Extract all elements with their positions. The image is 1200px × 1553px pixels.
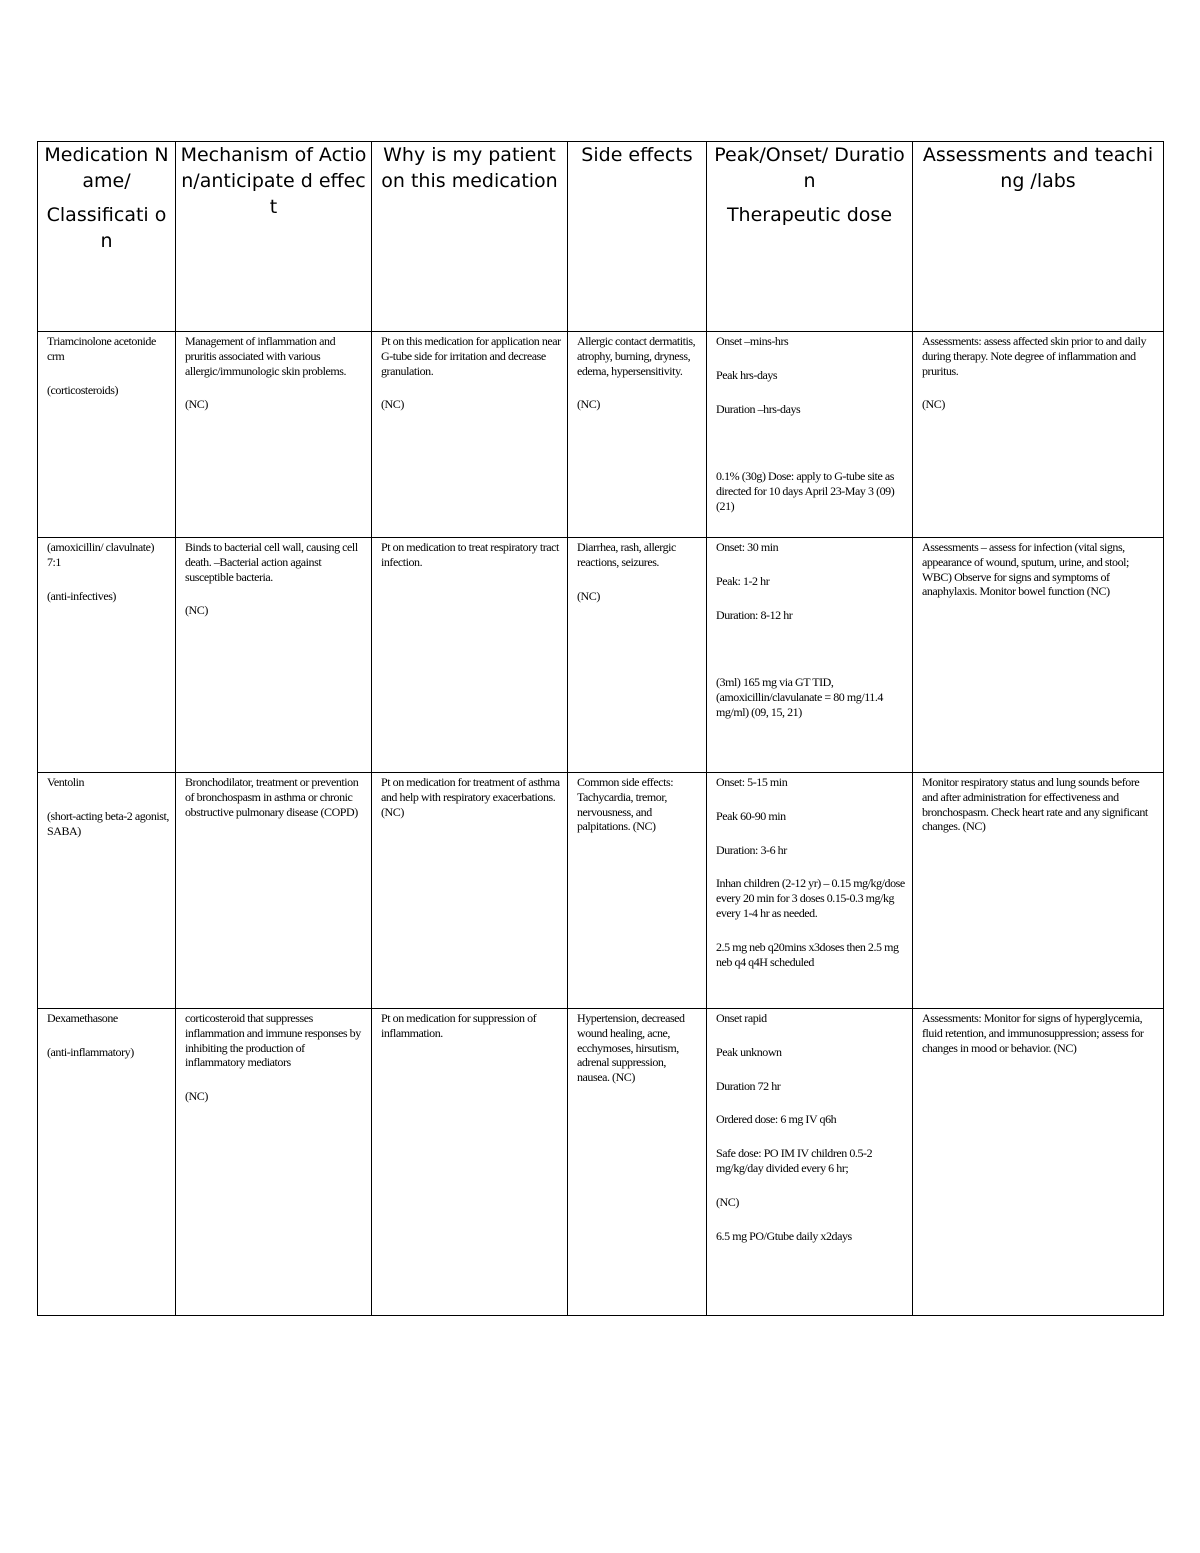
cell-text: (NC) [185,603,208,618]
cell-text: Pt on this medication for application near G-tube side for irritation and decrease granulation. [381,334,561,378]
cell-text: Duration –hrs-days [716,401,801,416]
cell-text: 2.5 mg neb q20mins x3doses then 2.5 mg neb q4 q4H scheduled [716,939,899,969]
cell-why [372,1009,568,1316]
cell-text: Assessments: Monitor for signs of hyperglycemia, fluid retention, and immunosuppression; assess for changes in mood or behavior. (NC) [922,1011,1144,1055]
cell-text: Onset: 30 min [716,540,779,554]
cell-text: (anti-inflammatory) [47,1044,134,1059]
cell-text: Allergic contact dermatitis, atrophy, burning, dryness, edema, hypersensitivity. [577,334,696,378]
cell-why [372,332,568,538]
cell-text: Inhan children (2-12 yr) – 0.15 mg/kg/dose every 20 min for 3 doses 0.15-0.3 mg/kg every 1-4 hr as needed. [716,876,905,920]
cell-why [372,773,568,1009]
header-row [38,142,1164,332]
header-peak-onset [707,142,913,332]
cell-text: (NC) [577,588,600,603]
cell-text: Onset rapid [716,1011,767,1025]
cell-text: Duration: 8-12 hr [716,607,793,622]
cell-why [372,538,568,773]
cell-side-effects [568,773,707,1009]
cell-text: Hypertension, decreased wound healing, acne, ecchymoses, hirsutism, adrenal suppression, nausea. (NC) [577,1011,685,1085]
cell-text: (amoxicillin/ clavulnate) 7:1 [47,540,155,569]
cell-text: Dexamethasone [47,1011,118,1025]
cell-mechanism [176,1009,372,1316]
cell-text: (NC) [185,397,208,412]
cell-text: (NC) [922,397,945,412]
cell-text: (NC) [716,1194,739,1209]
cell-peak-onset [707,332,913,538]
header-side-effects [568,142,707,332]
table-row [38,538,1164,773]
table-row [38,773,1164,1009]
header-text: Classificati on [46,204,167,252]
header-medication-name [38,142,176,332]
cell-text: Pt on medication for suppression of inflammation. [381,1011,537,1040]
cell-text: Peak unknown [716,1044,782,1059]
cell-text: Diarrhea, rash, allergic reactions, seizures. [577,540,676,569]
cell-peak-onset [707,538,913,773]
cell-text: Pt on medication to treat respiratory tract infection. [381,540,559,569]
cell-medication-name [38,1009,176,1316]
cell-mechanism [176,538,372,773]
cell-medication-name [38,773,176,1009]
header-text: Therapeutic dose [726,204,893,226]
cell-text: Duration 72 hr [716,1078,781,1093]
cell-assessments [913,773,1164,1009]
cell-assessments [913,538,1164,773]
cell-text: Onset –mins-hrs [716,334,789,348]
cell-assessments [913,332,1164,538]
cell-side-effects [568,538,707,773]
cell-side-effects [568,1009,707,1316]
header-text: Side effects [581,144,693,166]
cell-text: Onset: 5-15 min [716,775,788,789]
cell-text: 0.1% (30g) Dose: apply to G-tube site as directed for 10 days April 23-May 3 (09) (21) [716,469,895,513]
header-text: Why is my patient on this medication [381,144,558,192]
header-text: Peak/Onset/ Duration [714,144,905,192]
medication-table [37,141,1164,1316]
table-row [38,1009,1164,1316]
cell-text: Assessments: assess affected skin prior to and daily during therapy. Note degree of inflammation and pruritus. [922,334,1147,378]
cell-text: Safe dose: PO IM IV children 0.5-2 mg/kg/day divided every 6 hr; [716,1146,873,1175]
cell-medication-name [38,332,176,538]
cell-side-effects [568,332,707,538]
cell-text: (NC) [185,1089,208,1104]
cell-medication-name [38,538,176,773]
cell-text: Peak 60-90 min [716,808,786,823]
header-mechanism [176,142,372,332]
table-row [38,332,1164,538]
cell-text: Duration: 3-6 hr [716,842,787,857]
cell-text: (corticosteroids) [47,382,118,397]
cell-text: Bronchodilator, treatment or prevention of bronchospasm in asthma or chronic obstructive pulmonary disease (COPD) [185,775,359,819]
cell-peak-onset [707,773,913,1009]
cell-text: (NC) [577,397,600,412]
cell-text: Common side effects: Tachycardia, tremor, nervousness, and palpitations. (NC) [577,775,674,834]
cell-mechanism [176,773,372,1009]
cell-text: 6.5 mg PO/Gtube daily x2days [716,1228,852,1243]
cell-text: (NC) [381,397,404,412]
cell-assessments [913,1009,1164,1316]
cell-text: (short-acting beta-2 agonist, SABA) [47,808,169,838]
header-text: Mechanism of Action/anticipate d effect [180,144,367,218]
cell-text: Binds to bacterial cell wall, causing cell death. –Bacterial action against susceptible bacteria. [185,540,358,584]
cell-mechanism [176,332,372,538]
cell-text: Peak hrs-days [716,367,778,382]
cell-text: corticosteroid that suppresses inflammation and immune responses by inhibiting the production of inflammatory mediators [185,1011,361,1070]
cell-text: Monitor respiratory status and lung sounds before and after administration for effectiveness and bronchospasm. Check heart rate and any significant changes. (NC) [922,775,1148,834]
header-text: Medication Name/ [44,144,169,192]
cell-text: Assessments – assess for infection (vital signs, appearance of wound, sputum, urine, and stool; WBC) Observe for signs and symptoms of anaphylaxis. Monitor bowel function (NC) [922,540,1129,599]
header-why [372,142,568,332]
cell-text: Pt on medication for treatment of asthma and help with respiratory exacerbations. (NC) [381,775,560,819]
header-assessments [913,142,1164,332]
cell-text: Ventolin [47,775,85,789]
cell-text: Peak: 1-2 hr [716,573,770,588]
cell-peak-onset [707,1009,913,1316]
header-text: Assessments and teaching /labs [922,144,1154,192]
cell-text: Triamcinolone acetonide crm [47,334,156,363]
cell-text: Ordered dose: 6 mg IV q6h [716,1112,837,1127]
cell-text: (anti-infectives) [47,588,116,603]
cell-text: Management of inflammation and pruritis associated with various allergic/immunologic skin problems. [185,334,347,378]
cell-text: (3ml) 165 mg via GT TID, (amoxicillin/clavulanate = 80 mg/11.4 mg/ml) (09, 15, 21) [716,675,883,719]
